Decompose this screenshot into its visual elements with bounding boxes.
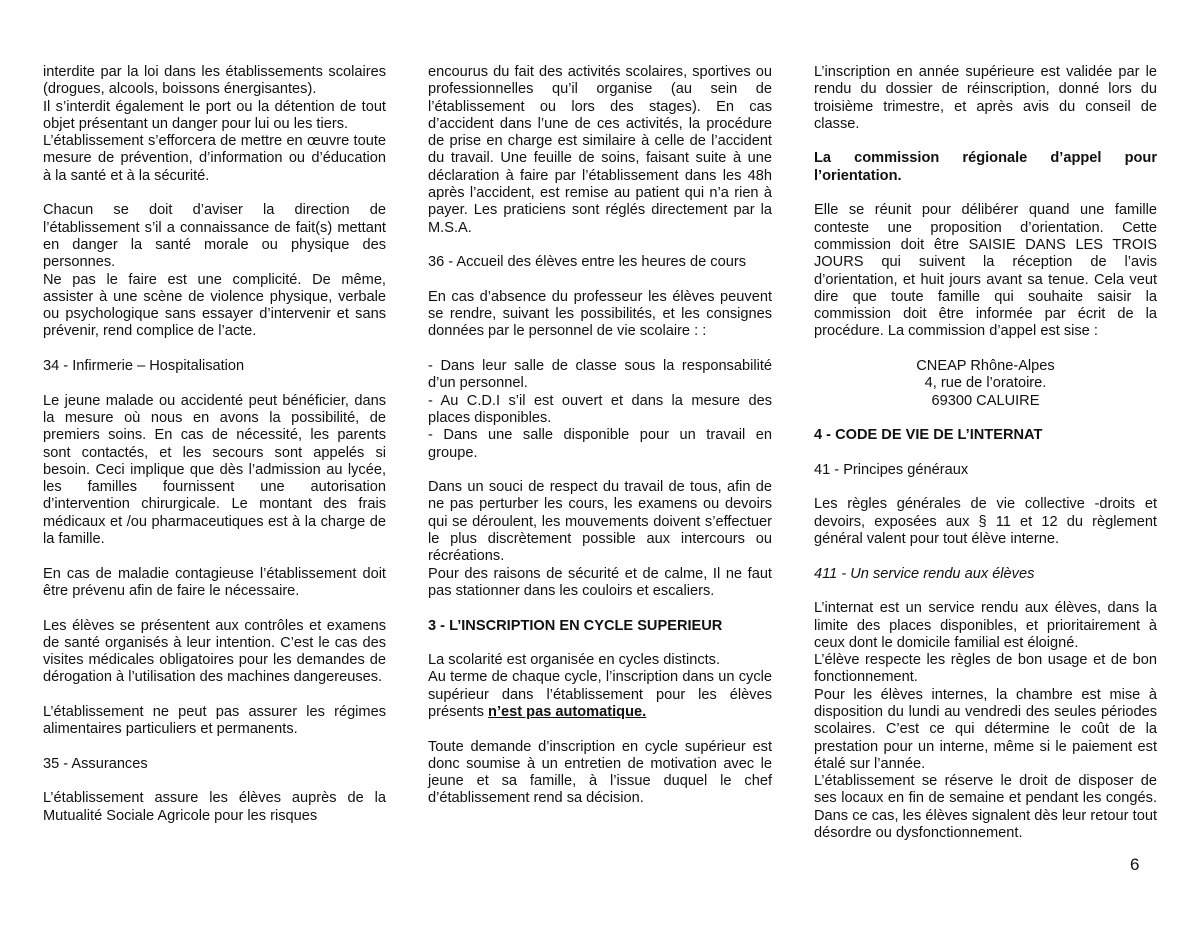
paragraph: Pour les élèves internes, la chambre est mise à disposition du lundi au vendredi des seules périodes scolaires. C’est ce qui détermine le coût de la prestation pour un interne, même si le paiement est étalé sur l’année. bbox=[814, 686, 1157, 772]
column-middle bbox=[428, 64, 772, 808]
paragraph: Il s’interdit également le port ou la détention de tout objet présentant un danger pour lui ou les tiers. bbox=[43, 98, 386, 132]
section-heading-34: 34 - Infirmerie – Hospitalisation bbox=[43, 358, 245, 375]
paragraph: L’établissement assure les élèves auprès de la Mutualité Sociale Agricole pour les risques bbox=[43, 790, 386, 824]
paragraph: En cas d’absence du professeur les élèves peuvent se rendre, suivant les possibilités, et les consignes données par le personnel de vie scolaire : : bbox=[428, 288, 772, 340]
paragraph: L’inscription en année supérieure est validée par le rendu du dossier de réinscription, donné lors du troisième trimestre, et après avis du conseil de classe. bbox=[814, 64, 1157, 132]
paragraph: Dans un souci de respect du travail de tous, afin de ne pas perturber les cours, les examens ou devoirs qui se déroulent, les mouvements doivent s’effectuer le plus discrètement possible aux intercours ou récréations. bbox=[428, 479, 772, 565]
section-heading-commission: La commission régionale d’appel pour l’orientation. bbox=[814, 150, 1157, 184]
address-line: 69300 CALUIRE bbox=[931, 392, 1040, 409]
section-heading-411: 411 - Un service rendu aux élèves bbox=[814, 565, 1035, 582]
address-line: CNEAP Rhône-Alpes bbox=[916, 358, 1055, 375]
paragraph: Chacun se doit d’aviser la direction de l’établissement s’il a connaissance de fait(s) mettant en danger la santé morale ou physique des personnes. bbox=[43, 202, 386, 271]
paragraph: L’internat est un service rendu aux élèves, dans la limite des places disponibles, et prioritairement à ceux dont le domicile familial est éloigné. bbox=[814, 600, 1157, 651]
paragraph: L’élève respecte les règles de bon usage et de bon fonctionnement. bbox=[814, 652, 1157, 686]
section-heading-35: 35 - Assurances bbox=[43, 755, 148, 772]
address-line: 4, rue de l’oratoire. bbox=[924, 375, 1047, 392]
page-number: 6 bbox=[1130, 855, 1140, 874]
paragraph: Le jeune malade ou accidenté peut bénéficier, dans la mesure où nous en avons la possibilité, de premiers soins. En cas de nécessité, les parents sont contactés, et les secours sont appelés si besoin. Ceci implique que dès l’admission au lycée, les familles fournissent une autorisation d’intervention chirurgicale. Le montant des frais médicaux et /ou pharmaceutiques est à la charge de la famille. bbox=[43, 392, 386, 548]
paragraph: L’établissement ne peut pas assurer les régimes alimentaires particuliers et permanents. bbox=[43, 703, 386, 738]
paragraph: Les élèves se présentent aux contrôles et examens de santé organisés à leur intention. C’est le cas des visites médicales obligatoires pour les demandes de dérogation à l’utilisation des machines dangereuses. bbox=[43, 617, 386, 686]
paragraph: encourus du fait des activités scolaires, sportives ou professionnelles qu’il organise (au sein de l’établissement ou lors des stages). En cas d’accident dans l’une de ces activités, la procédure de prise en charge est similaire à celle de l’accident du travail. Une feuille de soins, faisant suite à une déclaration à faire par l’établissement dans les 48h après l’accident, est remise au patient qui n’a rien à payer. Les praticiens sont réglés directement par la M.S.A. bbox=[428, 64, 772, 236]
paragraph: L’établissement s’efforcera de mettre en œuvre toute mesure de prévention, d’information ou d’éducation à la santé et à la sécurité. bbox=[43, 133, 386, 184]
paragraph: L’établissement se réserve le droit de disposer de ses locaux en fin de semaine et pendant les congés. Dans ce cas, les élèves signalent dès leur retour tout désordre ou dysfonctionnement. bbox=[814, 773, 1157, 842]
paragraph: interdite par la loi dans les établissements scolaires (drogues, alcools, boissons énergisantes). bbox=[43, 64, 386, 98]
list-item: - Dans leur salle de classe sous la responsabilité d’un personnel. bbox=[428, 358, 772, 392]
paragraph bbox=[428, 669, 772, 721]
paragraph: Ne pas le faire est une complicité. De même, assister à une scène de violence physique, verbale ou psychologique sans essayer d’intervenir et sans prévenir, rend complice de l’acte. bbox=[43, 271, 386, 340]
section-heading-3: 3 - L’INSCRIPTION EN CYCLE SUPERIEUR bbox=[428, 617, 723, 634]
section-heading-36: 36 - Accueil des élèves entre les heures de cours bbox=[428, 254, 746, 271]
paragraph-text: Au terme de chaque cycle, l’inscription dans un cycle supérieur dans l’établissement pour les élèves présents bbox=[428, 669, 772, 720]
section-heading-4: 4 - CODE DE VIE DE L’INTERNAT bbox=[814, 427, 1043, 444]
paragraph: Toute demande d’inscription en cycle supérieur est donc soumise à un entretien de motivation avec le jeune et sa famille, à l’issue duquel le chef d’établissement rend sa décision. bbox=[428, 738, 772, 807]
paragraph: Les règles générales de vie collective -droits et devoirs, exposées aux § 11 et 12 du règlement général valent pour tout élève interne. bbox=[814, 496, 1157, 548]
paragraph: La scolarité est organisée en cycles distincts. bbox=[428, 652, 721, 669]
paragraph: Pour des raisons de sécurité et de calme, Il ne faut pas stationner dans les couloirs et escaliers. bbox=[428, 565, 772, 599]
paragraph: Elle se réunit pour délibérer quand une famille conteste une proposition d’orientation. Cette commission doit être SAISIE DANS LES TROIS JOURS qui suivent la réception de l’avis d’orientation, et huit jours avant sa tenue. Cela veut dire que toute famille qui souhaite saisir la commission doit être informée par écrit de la procédure. La commission d’appel est sise : bbox=[814, 202, 1157, 340]
list-item: - Au C.D.I s’il est ouvert et dans la mesure des places disponibles. bbox=[428, 392, 772, 426]
list-item: - Dans une salle disponible pour un travail en groupe. bbox=[428, 427, 772, 461]
emphasis-text: n’est pas automatique. bbox=[488, 703, 647, 720]
section-heading-41: 41 - Principes généraux bbox=[814, 461, 969, 478]
column-right bbox=[814, 64, 1157, 842]
paragraph: En cas de maladie contagieuse l’établissement doit être prévenu afin de faire le nécessaire. bbox=[43, 565, 386, 599]
column-left bbox=[43, 64, 386, 825]
